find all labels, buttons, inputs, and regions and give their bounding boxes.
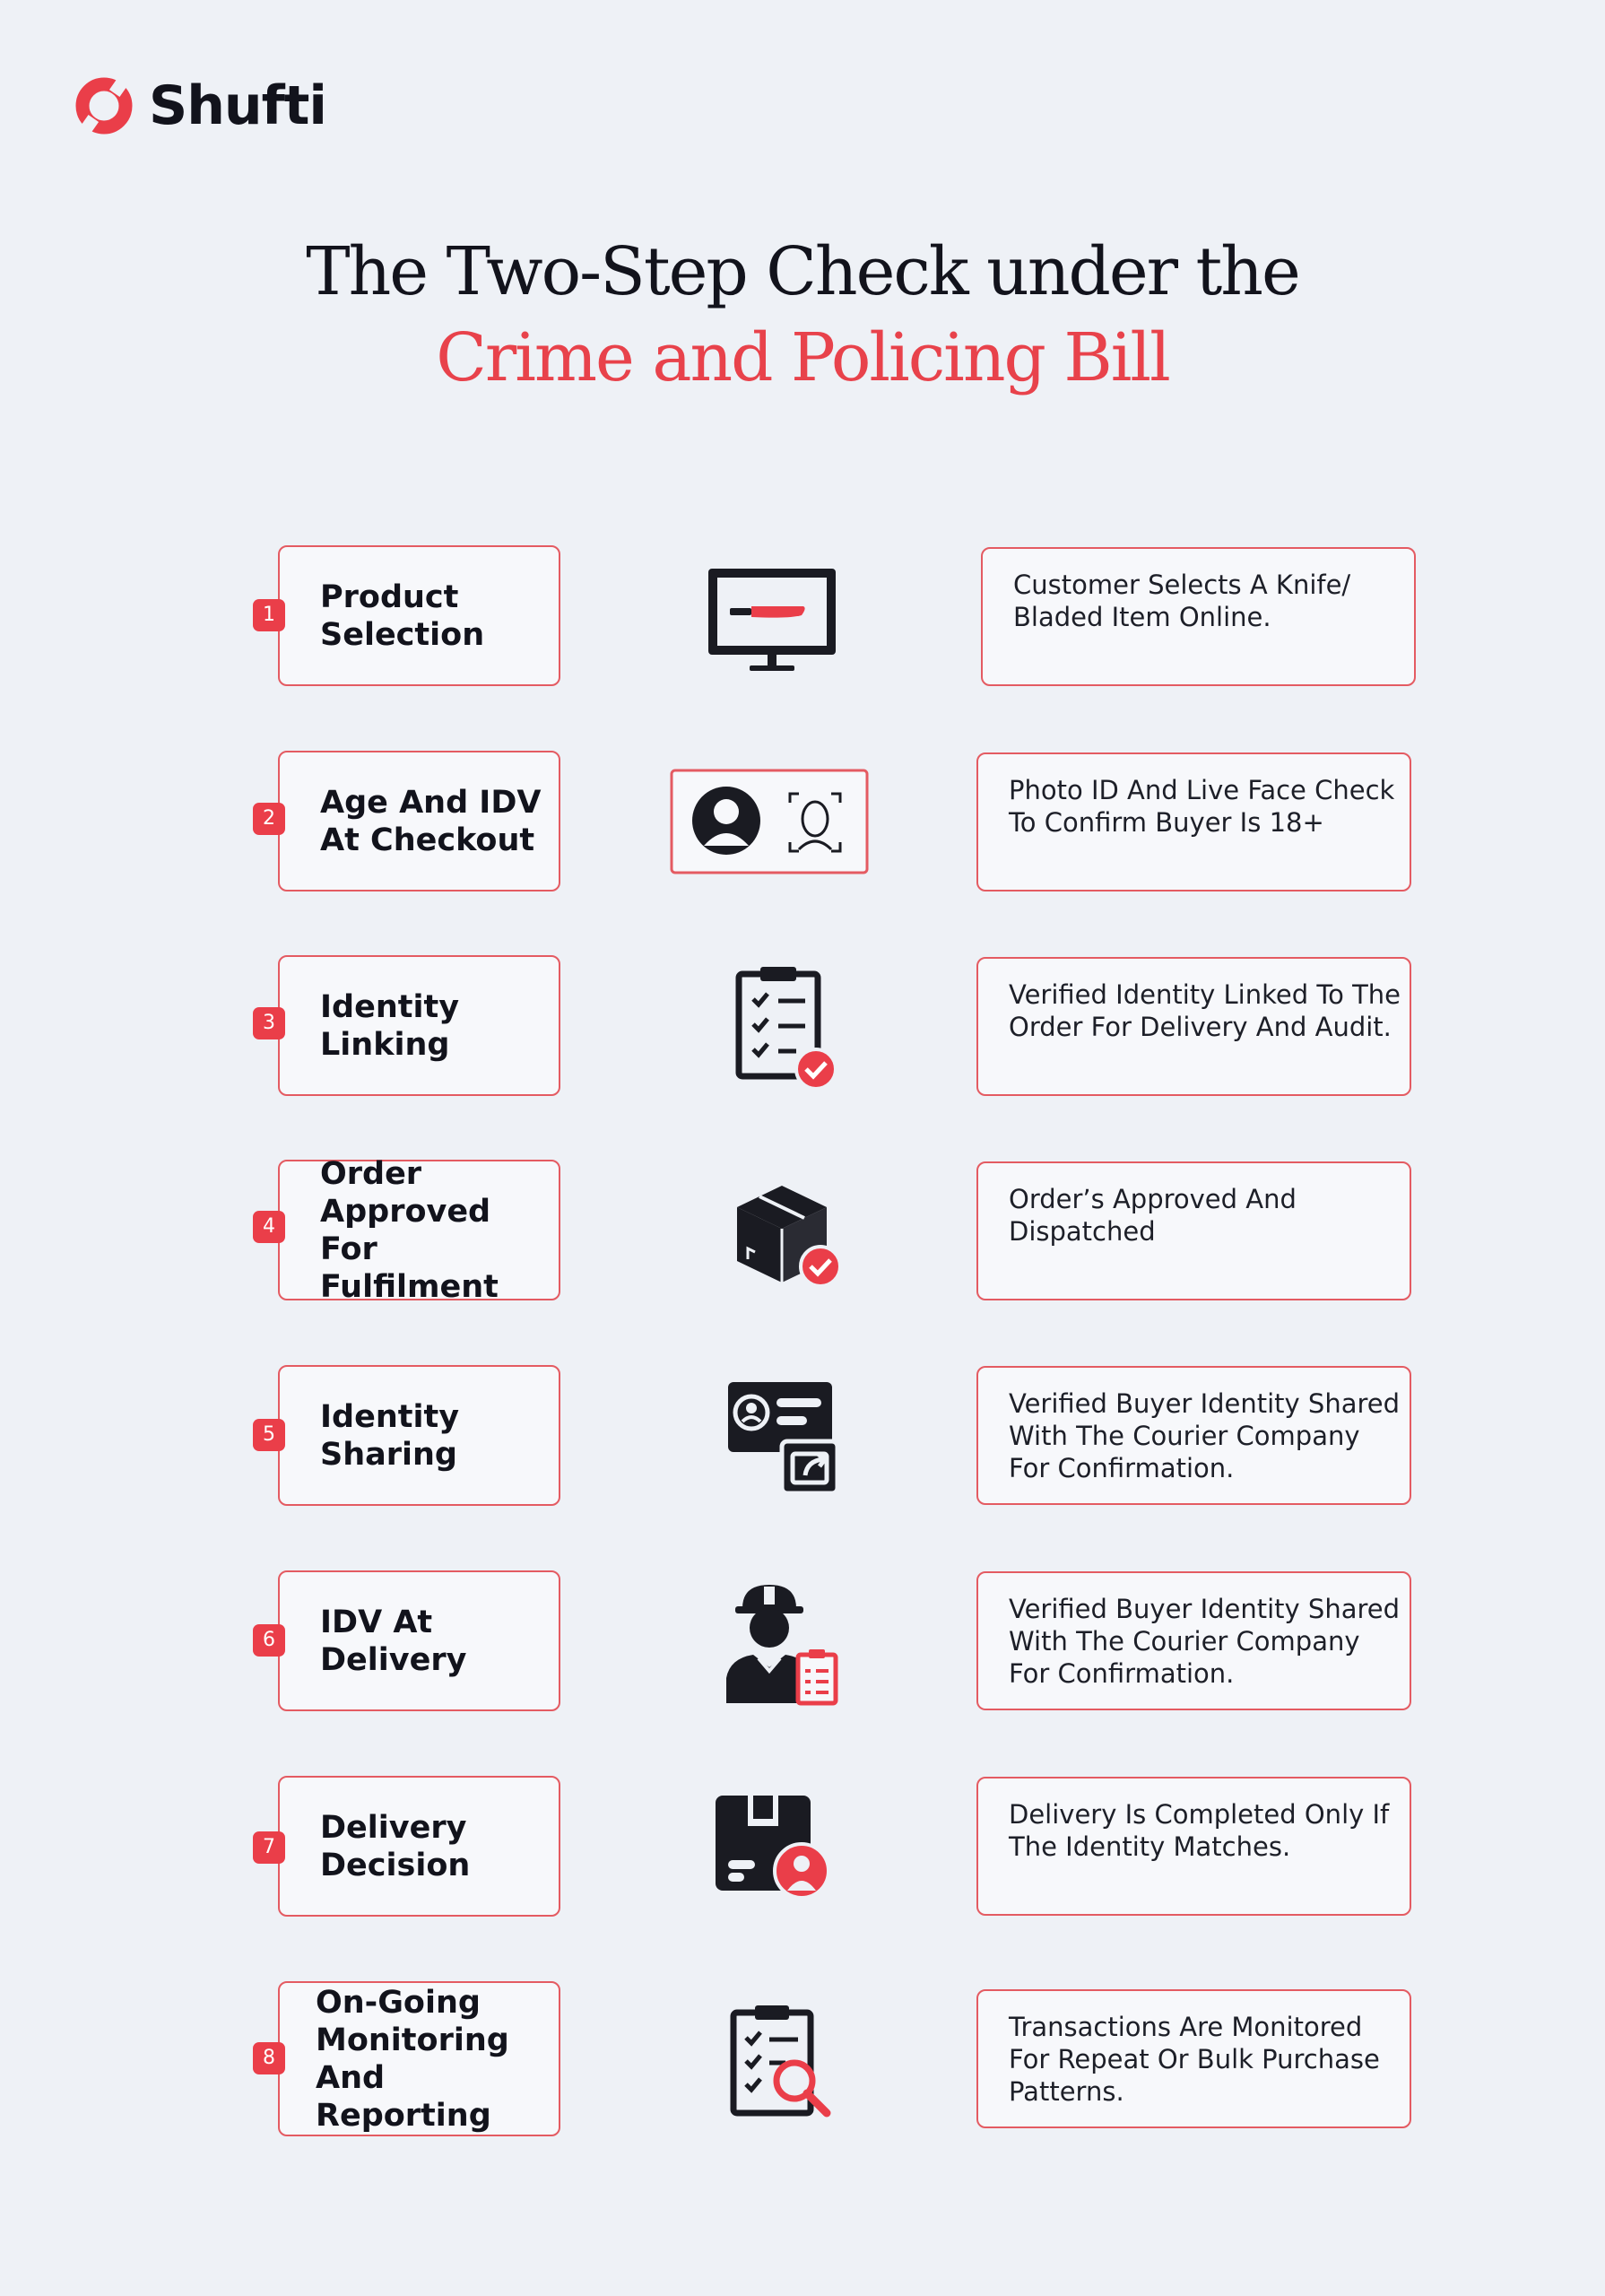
step-label: IDV At Delivery	[320, 1604, 467, 1678]
step-description-box	[976, 1161, 1411, 1300]
courier-clipboard-icon	[723, 1581, 839, 1707]
step-label-box	[278, 1981, 560, 2136]
step-description-box	[976, 1571, 1411, 1710]
package-approved-icon	[728, 1177, 846, 1292]
step-description-box	[976, 957, 1411, 1096]
step-number-badge: 4	[253, 1211, 285, 1243]
step-label-box	[278, 1365, 560, 1506]
step-label: Identity Sharing	[320, 1398, 460, 1473]
shufti-logo	[74, 72, 326, 140]
checklist-approved-icon	[733, 961, 841, 1091]
step-label-box	[278, 545, 560, 686]
step-label-box	[278, 1570, 560, 1711]
title-line-1: The Two-Step Check under the	[306, 233, 1299, 310]
step-description: Customer Selects A Knife/ Bladed Item Online.	[1013, 570, 1351, 632]
step-description: Verified Buyer Identity Shared With The Courier Company For Confirmation.	[1009, 1388, 1401, 1483]
step-description: Verified Buyer Identity Shared With The Courier Company For Confirmation.	[1009, 1594, 1401, 1689]
step-description: Photo ID And Live Face Check To Confirm Buyer Is 18+	[1009, 775, 1395, 838]
step-label-box	[278, 1155, 560, 1305]
page-title	[0, 229, 1605, 401]
step-description-box	[976, 752, 1411, 891]
step-label: Age And IDV At Checkout	[320, 784, 542, 858]
step-label: Identity Linking	[320, 988, 460, 1063]
step-number-badge: 2	[253, 803, 285, 835]
step-description: Verified Identity Linked To The Order For Delivery And Audit.	[1009, 979, 1401, 1042]
monitor-knife-icon	[707, 567, 837, 674]
step-label: Product Selection	[320, 578, 485, 653]
step-label-box	[278, 955, 560, 1096]
step-label: Delivery Decision	[320, 1809, 471, 1883]
shufti-logo-mark-icon	[74, 72, 134, 140]
step-description-box	[976, 1777, 1411, 1916]
delivery-box-user-icon	[714, 1794, 830, 1896]
step-description-box	[981, 547, 1416, 686]
step-number-badge: 7	[253, 1831, 285, 1864]
step-description-box	[976, 1989, 1411, 2128]
step-label-box	[278, 1776, 560, 1917]
id-card-share-icon	[724, 1378, 841, 1495]
step-number-badge: 6	[253, 1624, 285, 1657]
step-label-box	[278, 751, 560, 891]
checklist-search-icon	[728, 2002, 839, 2118]
step-description: Delivery Is Completed Only If The Identity Matches.	[1009, 1799, 1390, 1862]
step-label: Order Approved For Fulfilment	[320, 1155, 499, 1305]
title-line-2: Crime and Policing Bill	[436, 319, 1169, 396]
step-description-box	[976, 1366, 1411, 1505]
step-label: On-Going Monitoring And Reporting	[316, 1984, 509, 2134]
face-scan-icon	[670, 769, 869, 876]
step-description: Transactions Are Monitored For Repeat Or Bulk Purchase Patterns.	[1009, 2012, 1380, 2107]
step-number-badge: 5	[253, 1419, 285, 1451]
step-description: Order’s Approved And Dispatched	[1009, 1184, 1297, 1247]
step-number-badge: 8	[253, 2042, 285, 2074]
step-number-badge: 1	[253, 599, 285, 631]
brand-name: Shufti	[149, 74, 326, 137]
step-number-badge: 3	[253, 1007, 285, 1039]
